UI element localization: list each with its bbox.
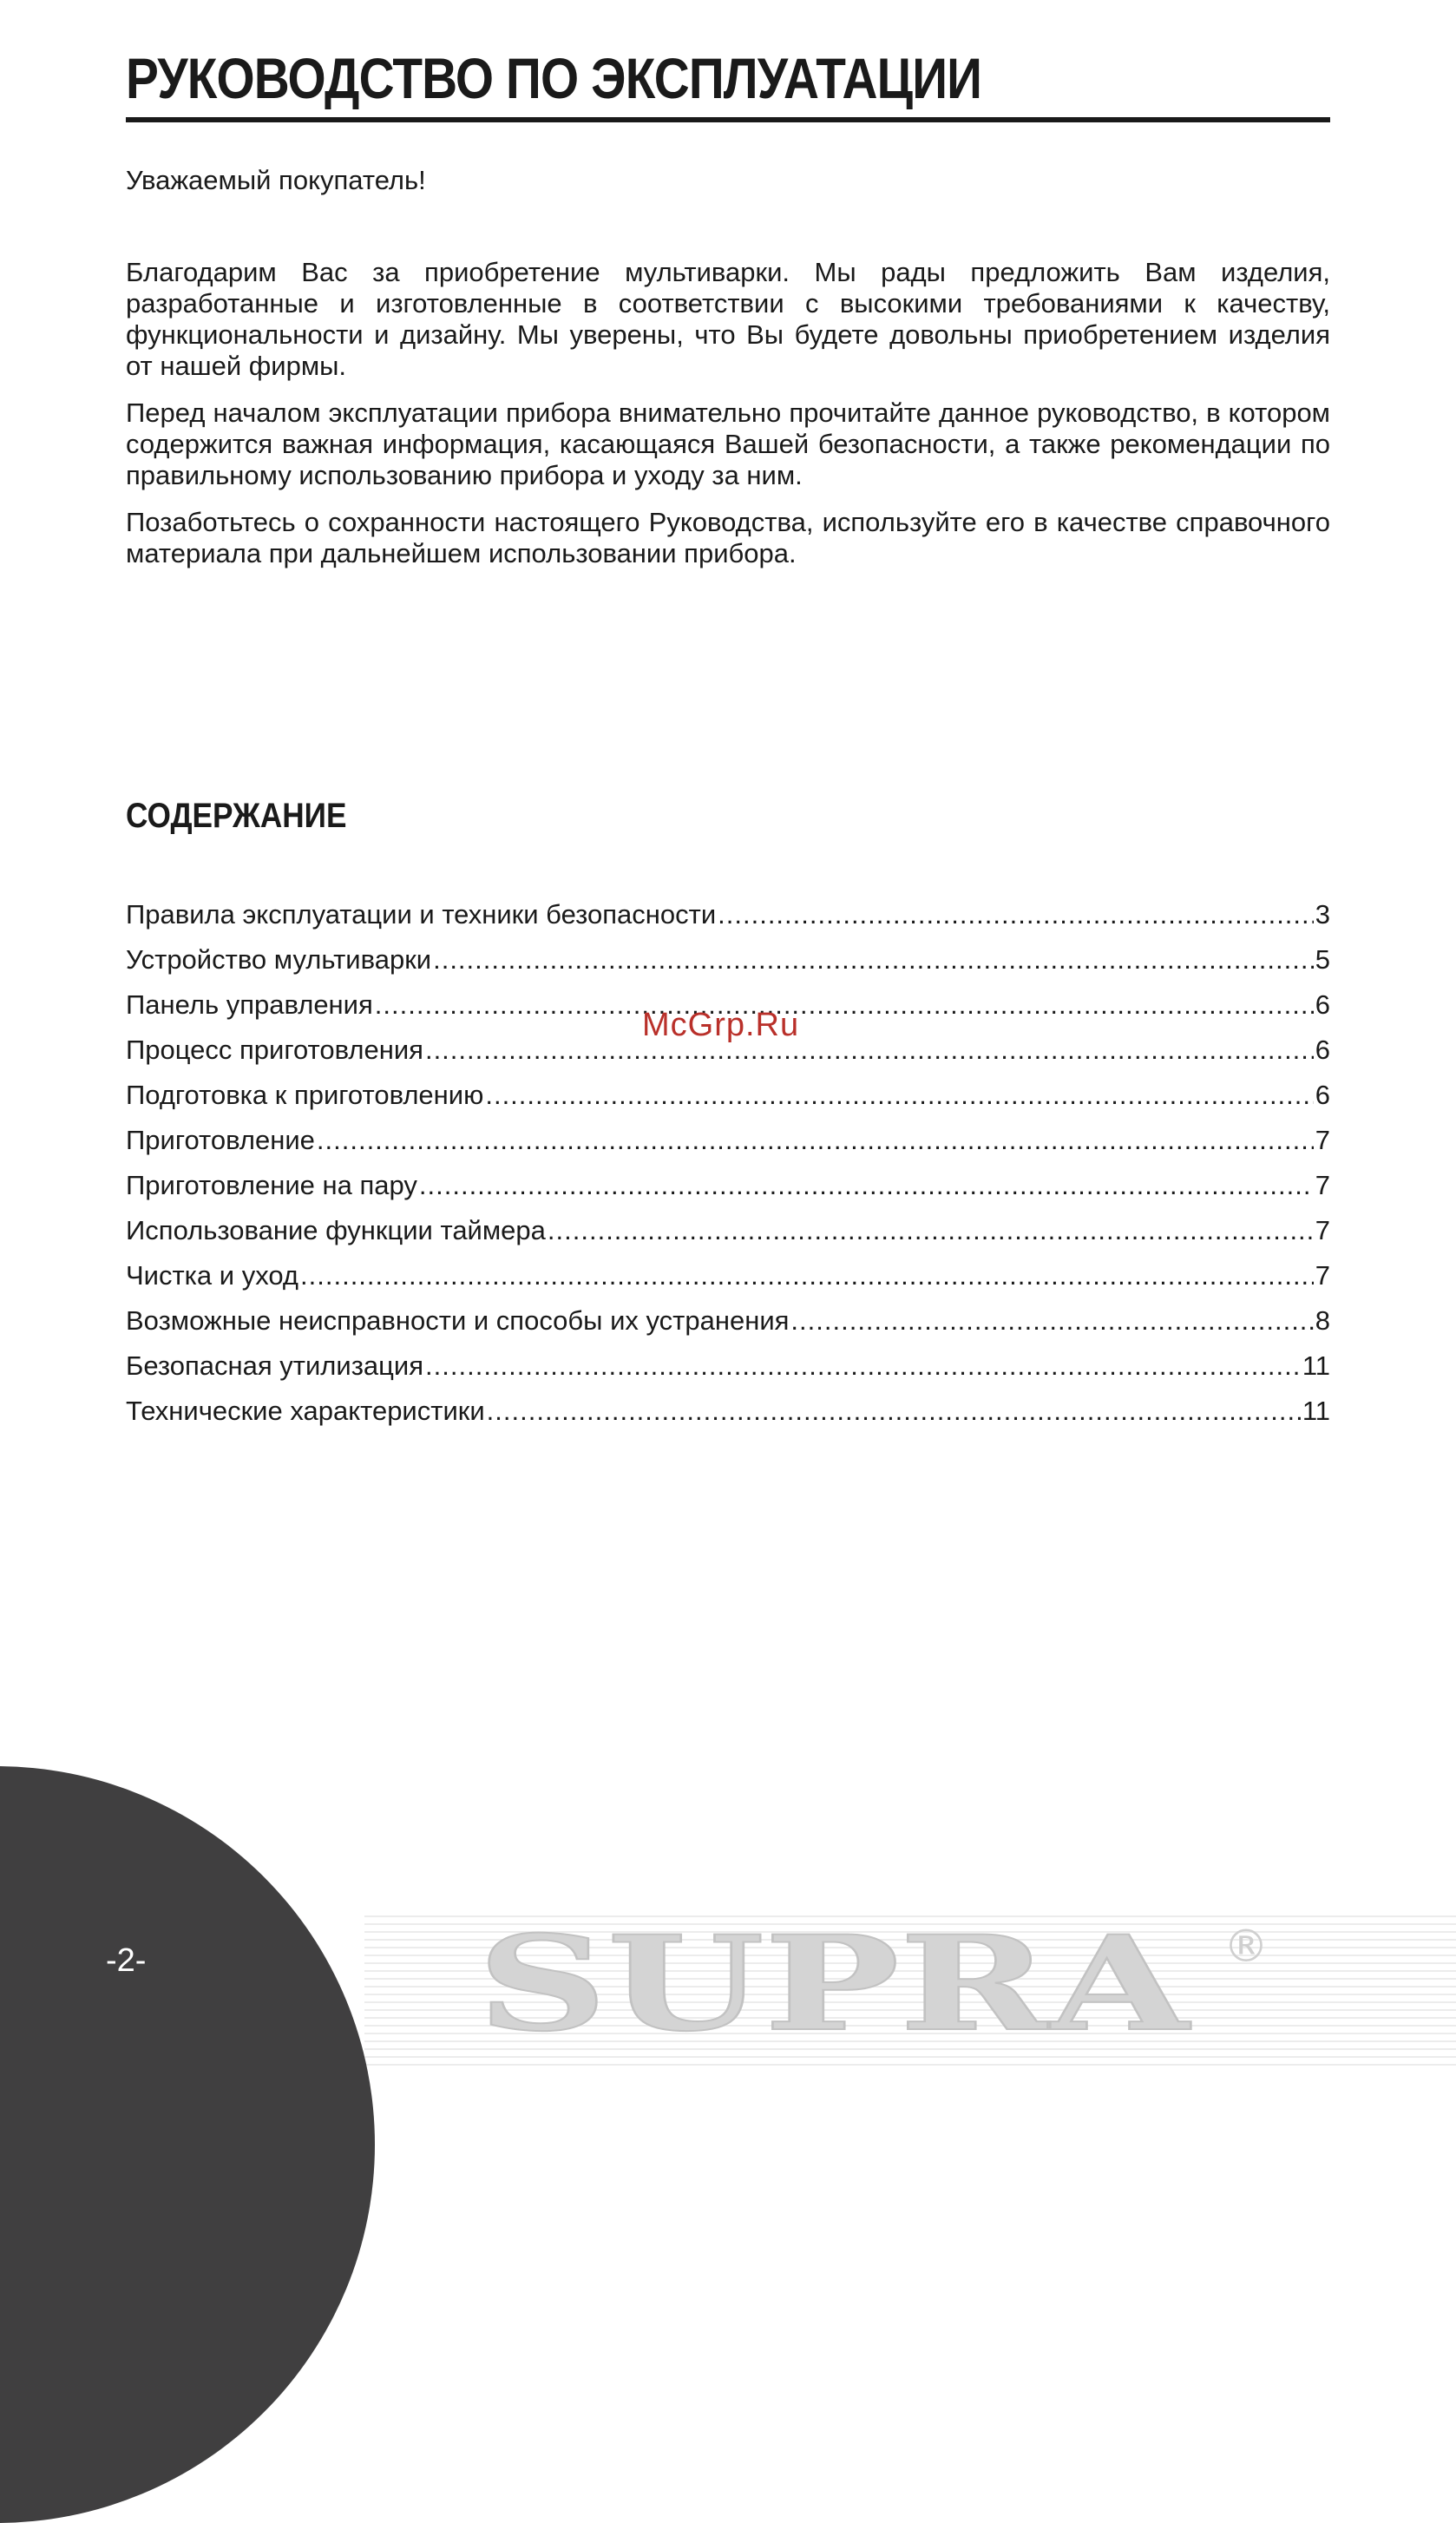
- toc-entry-page: 11: [1302, 1396, 1330, 1426]
- page-number: -2-: [106, 1942, 147, 1979]
- registered-mark: ®: [1223, 1921, 1269, 1973]
- intro-paragraph: Благодарим Вас за приобретение мультиварки. Мы рады предложить Вам изделия, разработанные и изготовленные в соответствии с высокими требованиями к качеству, функциональности и дизайну. Мы уверены, что Вы будете довольны приобретением изделия от нашей фирмы.: [126, 257, 1330, 381]
- intro-paragraph: Позаботьтесь о сохранности настоящего Руководства, используйте его в качестве справочного материала при дальнейшем использовании прибора.: [126, 507, 1330, 568]
- toc-entry-label: Чистка и уход: [126, 1260, 299, 1291]
- toc-entry-page: 7: [1315, 1215, 1330, 1245]
- toc-entry-page: 7: [1315, 1125, 1330, 1155]
- brand-logo: [460, 1918, 1284, 2040]
- toc-entry[interactable]: [126, 1080, 1330, 1125]
- toc-entry[interactable]: [126, 1125, 1330, 1170]
- toc-entry-label: Подготовка к приготовлению: [126, 1080, 484, 1110]
- toc-entry-label: Приготовление на пару: [126, 1170, 417, 1200]
- toc-entry[interactable]: [126, 944, 1330, 989]
- toc-dot-leader: [375, 989, 1314, 1021]
- toc-entry-page: 11: [1302, 1350, 1330, 1381]
- toc-entry-label: Безопасная утилизация: [126, 1350, 424, 1381]
- toc-dot-leader: [425, 1035, 1314, 1066]
- toc-dot-leader: [317, 1125, 1314, 1156]
- toc-entry-page: 7: [1315, 1170, 1330, 1200]
- toc-heading: СОДЕРЖАНИЕ: [126, 797, 347, 835]
- toc-dot-leader: [718, 899, 1314, 930]
- toc-dot-leader: [300, 1260, 1314, 1291]
- toc-entry[interactable]: [126, 1305, 1330, 1350]
- toc-entry-label: Устройство мультиварки: [126, 944, 432, 975]
- toc-entry[interactable]: [126, 1350, 1330, 1396]
- toc-entry-page: 8: [1315, 1305, 1330, 1336]
- toc-entry-label: Возможные неисправности и способы их устранения: [126, 1305, 790, 1336]
- toc-entry-page: 3: [1315, 899, 1330, 930]
- toc-entry-label: Приготовление: [126, 1125, 315, 1155]
- greeting: Уважаемый покупатель!: [126, 165, 426, 195]
- toc-entry-label: Процесс приготовления: [126, 1035, 423, 1065]
- toc-dot-leader: [433, 944, 1314, 976]
- intro-paragraph: Перед началом эксплуатации прибора внимательно прочитайте данное руководство, в котором содержится важная информация, касающаяся Вашей безопасности, а также рекомендации по правильному использованию прибора и уходу за ним.: [126, 398, 1330, 490]
- toc-entry-page: 6: [1315, 989, 1330, 1020]
- toc-entry-label: Правила эксплуатации и техники безопасности: [126, 899, 717, 930]
- title-rule: [126, 117, 1330, 122]
- site-watermark: McGrp.Ru: [642, 1007, 800, 1043]
- toc-entry[interactable]: [126, 1396, 1330, 1441]
- intro-section: [126, 165, 1330, 585]
- toc-entry-label: Технические характеристики: [126, 1396, 485, 1426]
- toc-dot-leader: [485, 1080, 1313, 1111]
- toc-entry-label: Панель управления: [126, 989, 373, 1020]
- corner-disc: [0, 1766, 375, 2523]
- page-title: РУКОВОДСТВО ПО ЭКСПЛУАТАЦИИ: [126, 46, 982, 110]
- brand-logo-text: SUPRA: [477, 1918, 1192, 2040]
- toc-entry[interactable]: [126, 1170, 1330, 1215]
- toc-dot-leader: [790, 1305, 1313, 1337]
- toc-entry[interactable]: [126, 899, 1330, 944]
- table-of-contents: [126, 899, 1330, 1441]
- toc-entry[interactable]: [126, 1260, 1330, 1305]
- toc-dot-leader: [487, 1396, 1301, 1427]
- toc-entry-page: 6: [1315, 1080, 1330, 1110]
- toc-entry[interactable]: [126, 1215, 1330, 1260]
- toc-entry-page: 7: [1315, 1260, 1330, 1291]
- toc-dot-leader: [425, 1350, 1301, 1382]
- toc-dot-leader: [548, 1215, 1314, 1246]
- toc-dot-leader: [419, 1170, 1314, 1201]
- toc-entry-page: 5: [1315, 944, 1330, 975]
- toc-entry-page: 6: [1315, 1035, 1330, 1065]
- toc-entry-label: Использование функции таймера: [126, 1215, 546, 1245]
